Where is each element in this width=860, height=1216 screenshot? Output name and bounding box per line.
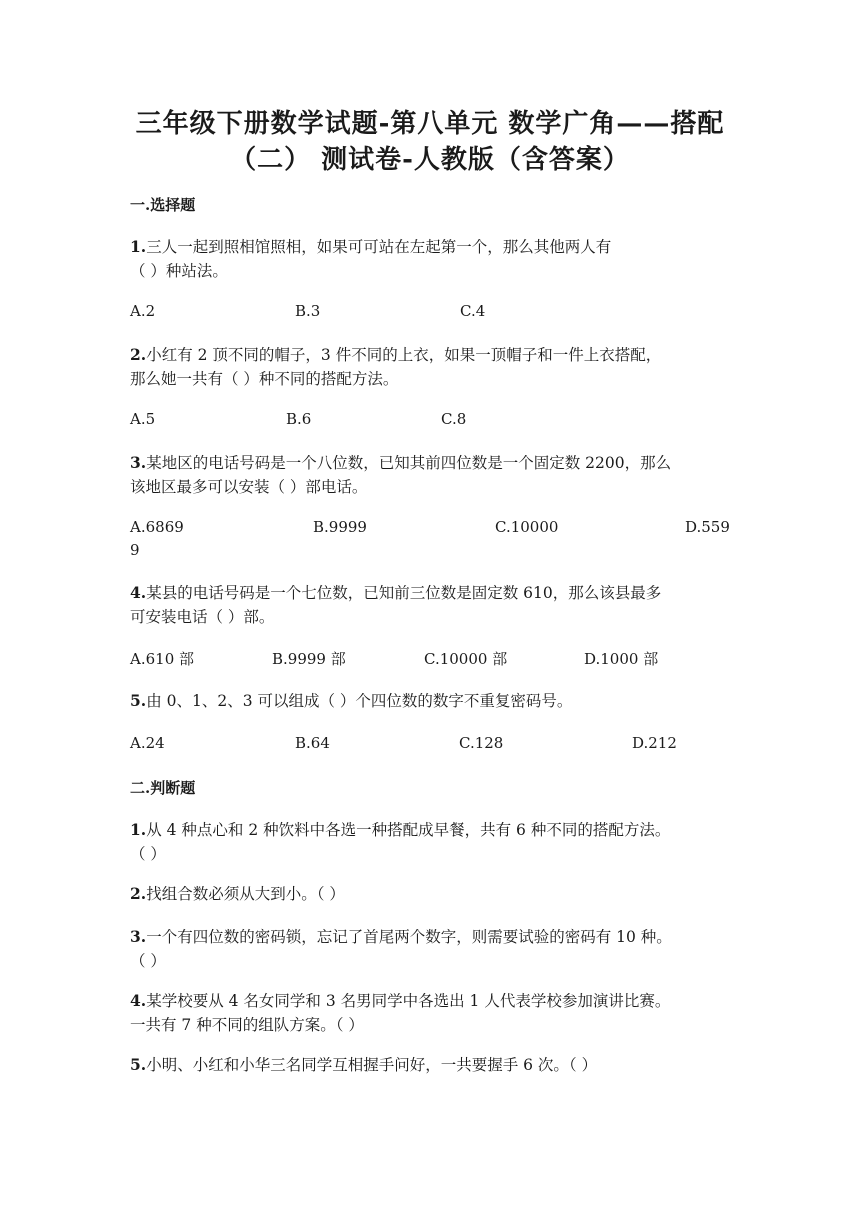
question-text: 找组合数必须从大到小。（ ） (146, 885, 345, 903)
question-number: 1. (130, 237, 147, 256)
document-title-line1: 三年级下册数学试题-第八单元 数学广角——搭配 (135, 109, 725, 139)
option-c: C.4 (460, 302, 486, 320)
question-text: 一共有 7 种不同的组队方案。（ ） (130, 1016, 364, 1034)
judgement-question-4 (130, 989, 730, 1037)
question-text: 某地区的电话号码是一个八位数，已知其前四位数是一个固定数 2200，那么 (146, 454, 672, 472)
choice-question-5 (130, 689, 730, 713)
question-text: 小明、小红和小华三名同学互相握手问好，一共要握手 6 次。（ ） (146, 1056, 598, 1074)
question-number: 2. (130, 884, 147, 903)
question-text: （ ） (130, 845, 166, 863)
option-b: B.3 (295, 302, 321, 320)
question-number: 2. (130, 345, 147, 364)
option-a: A.610 部 (130, 650, 194, 668)
option-d: D.212 (632, 734, 677, 752)
judgement-question-2 (130, 882, 730, 906)
question-number: 1. (130, 820, 147, 839)
question-text: 某县的电话号码是一个七位数，已知前三位数是固定数 610，那么该县最多 (146, 584, 662, 602)
judgement-question-3 (130, 925, 730, 973)
question-number: 3. (130, 453, 147, 472)
option-c: C.10000 部 (424, 650, 508, 668)
question-number: 5. (130, 691, 147, 710)
option-c: C.8 (441, 410, 467, 428)
choice-question-4 (130, 581, 730, 629)
document-title-line2: （二） 测试卷-人教版（含答案） (230, 145, 630, 175)
judgement-question-5 (130, 1053, 730, 1077)
option-c: C.128 (459, 734, 504, 752)
question-number: 4. (130, 991, 147, 1010)
option-d-wrap: 9 (130, 541, 140, 559)
option-b: B.9999 (313, 518, 367, 536)
question-text: （ ）种站法。 (130, 262, 228, 280)
choice-question-1 (130, 235, 730, 283)
question-number: 5. (130, 1055, 147, 1074)
question-text: 那么她一共有（ ）种不同的搭配方法。 (130, 370, 399, 388)
question-number: 4. (130, 583, 147, 602)
question-text: 从 4 种点心和 2 种饮料中各选一种搭配成早餐，共有 6 种不同的搭配方法。 (146, 821, 671, 839)
question-text: （ ） (130, 952, 166, 970)
question-text: 该地区最多可以安装（ ）部电话。 (130, 478, 368, 496)
judgement-question-1 (130, 818, 730, 866)
question-text: 某学校要从 4 名女同学和 3 名男同学中各选出 1 人代表学校参加演讲比赛。 (146, 992, 671, 1010)
choice-question-3 (130, 451, 730, 499)
option-d: D.1000 部 (584, 650, 659, 668)
option-d: D.559 (685, 518, 730, 536)
section-heading-judgement: 二.判断题 (130, 779, 196, 797)
question-number: 3. (130, 927, 147, 946)
option-a: A.2 (130, 302, 156, 320)
option-a: A.6869 (130, 518, 184, 536)
question-text: 可安装电话（ ）部。 (130, 608, 275, 626)
question-text: 由 0、1、2、3 可以组成（ ）个四位数的数字不重复密码号。 (146, 692, 573, 710)
question-text: 三人一起到照相馆照相，如果可可站在左起第一个，那么其他两人有 (146, 238, 612, 256)
option-b: B.6 (286, 410, 312, 428)
option-a: A.5 (130, 410, 156, 428)
option-c: C.10000 (495, 518, 559, 536)
question-text: 一个有四位数的密码锁，忘记了首尾两个数字，则需要试验的密码有 10 种。 (146, 928, 672, 946)
option-b: B.9999 部 (272, 650, 346, 668)
option-a: A.24 (130, 734, 165, 752)
choice-question-2 (130, 343, 730, 391)
section-heading-choice: 一.选择题 (130, 196, 196, 214)
question-text: 小红有 2 顶不同的帽子，3 件不同的上衣，如果一顶帽子和一件上衣搭配， (146, 346, 662, 364)
option-b: B.64 (295, 734, 330, 752)
